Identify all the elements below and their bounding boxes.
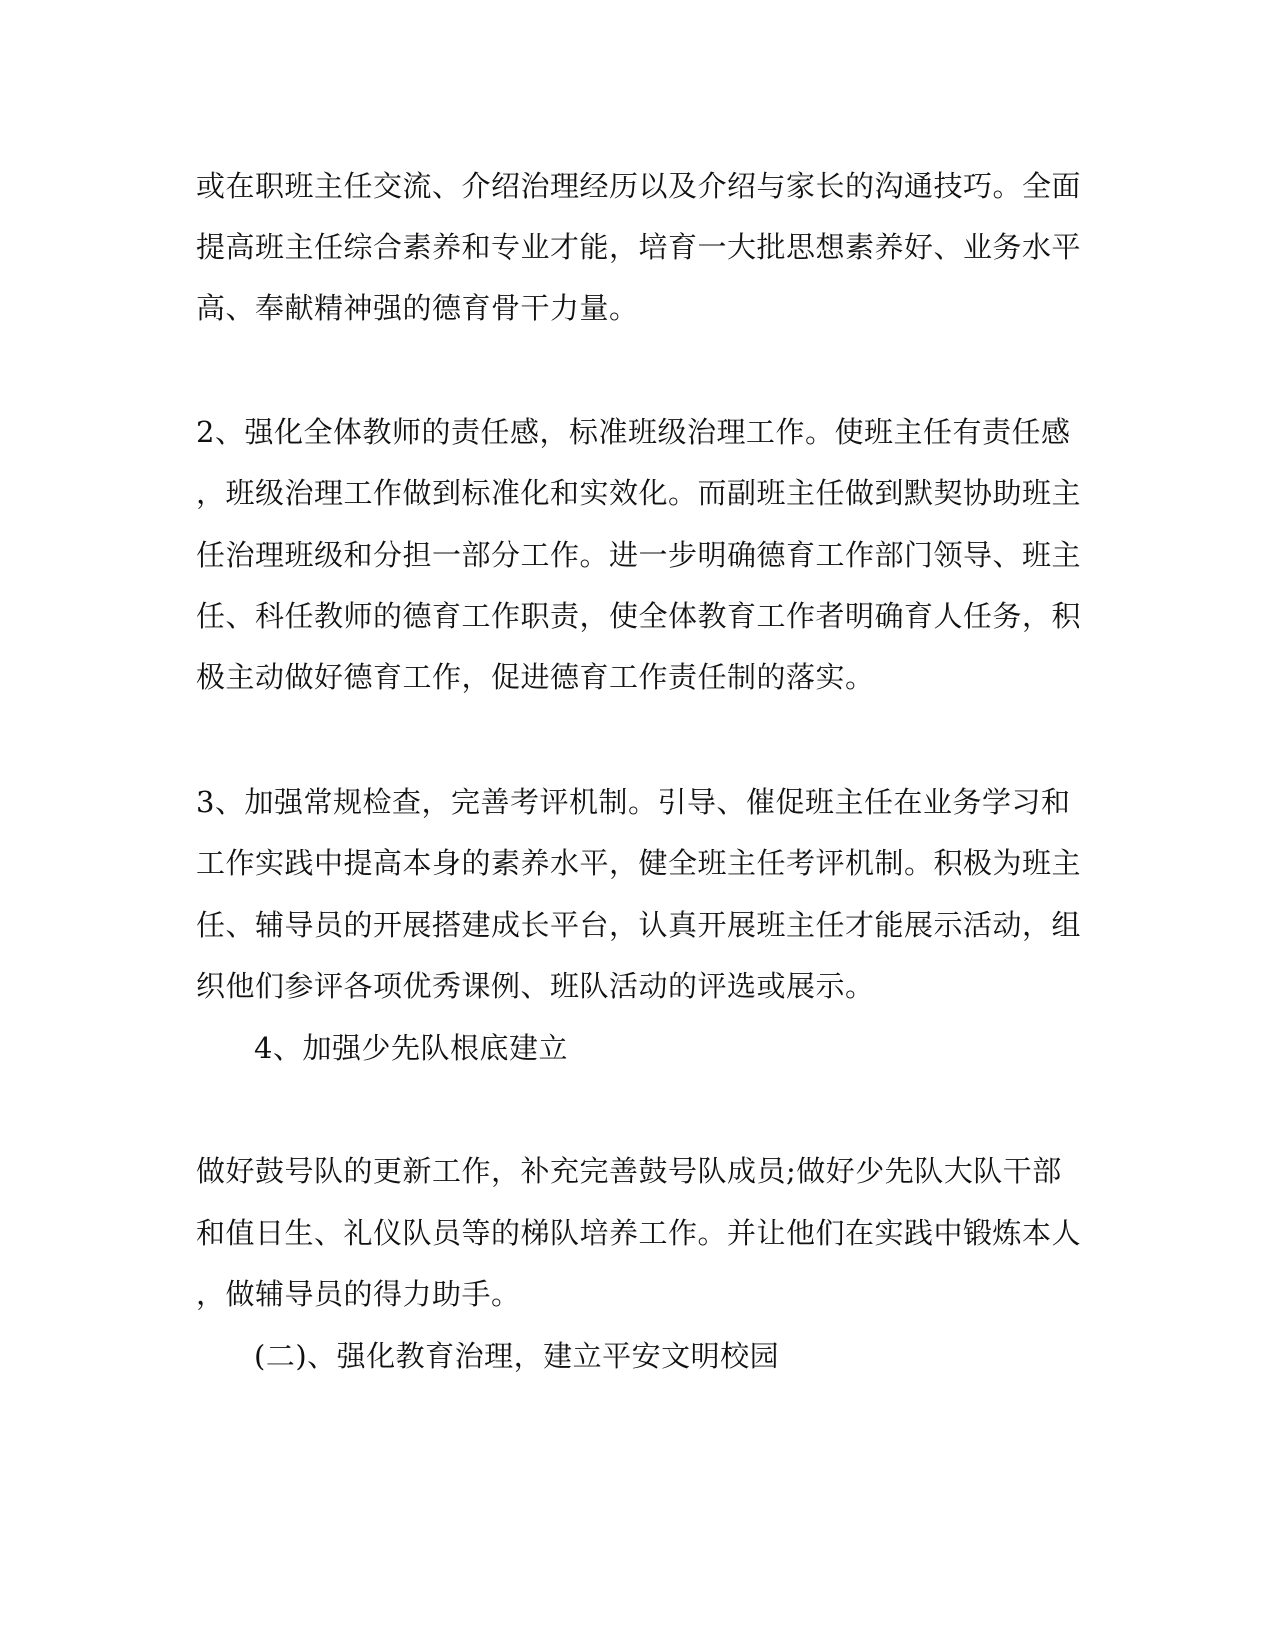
section-heading: (二)、强化教育治理，建立平安文明校园	[254, 1339, 780, 1373]
text-line: 或在职班主任交流、介绍治理经历以及介绍与家长的沟通技巧。全面	[196, 169, 1082, 203]
text-line: 工作实践中提高本身的素养水平，健全班主任考评机制。积极为班主	[196, 846, 1082, 880]
text-line: 织他们参评各项优秀课例、班队活动的评选或展示。	[196, 969, 875, 1003]
text-line: 任治理班级和分担一部分工作。进一步明确德育工作部门领导、班主	[196, 538, 1082, 572]
text-line: 任、辅导员的开展搭建成长平台，认真开展班主任才能展示活动，组	[196, 908, 1082, 942]
text-line: 和值日生、礼仪队员等的梯队培养工作。并让他们在实践中锻炼本人	[196, 1216, 1082, 1250]
text-line: 极主动做好德育工作，促进德育工作责任制的落实。	[196, 660, 875, 694]
section-heading: 4、加强少先队根底建立	[254, 1031, 568, 1065]
text-line: ，做辅导员的得力助手。	[196, 1277, 521, 1311]
text-line: 做好鼓号队的更新工作，补充完善鼓号队成员;做好少先队大队干部	[196, 1154, 1062, 1188]
text-line: 任、科任教师的德育工作职责，使全体教育工作者明确育人任务，积	[196, 599, 1082, 633]
text-line: 2、强化全体教师的责任感，标准班级治理工作。使班主任有责任感	[196, 415, 1071, 449]
text-line: ，班级治理工作做到标准化和实效化。而副班主任做到默契协助班主	[196, 476, 1082, 510]
text-line: 提高班主任综合素养和专业才能，培育一大批思想素养好、业务水平	[196, 230, 1082, 264]
text-line: 3、加强常规检查，完善考评机制。引导、催促班主任在业务学习和	[196, 785, 1071, 819]
text-line: 高、奉献精神强的德育骨干力量。	[196, 291, 639, 325]
